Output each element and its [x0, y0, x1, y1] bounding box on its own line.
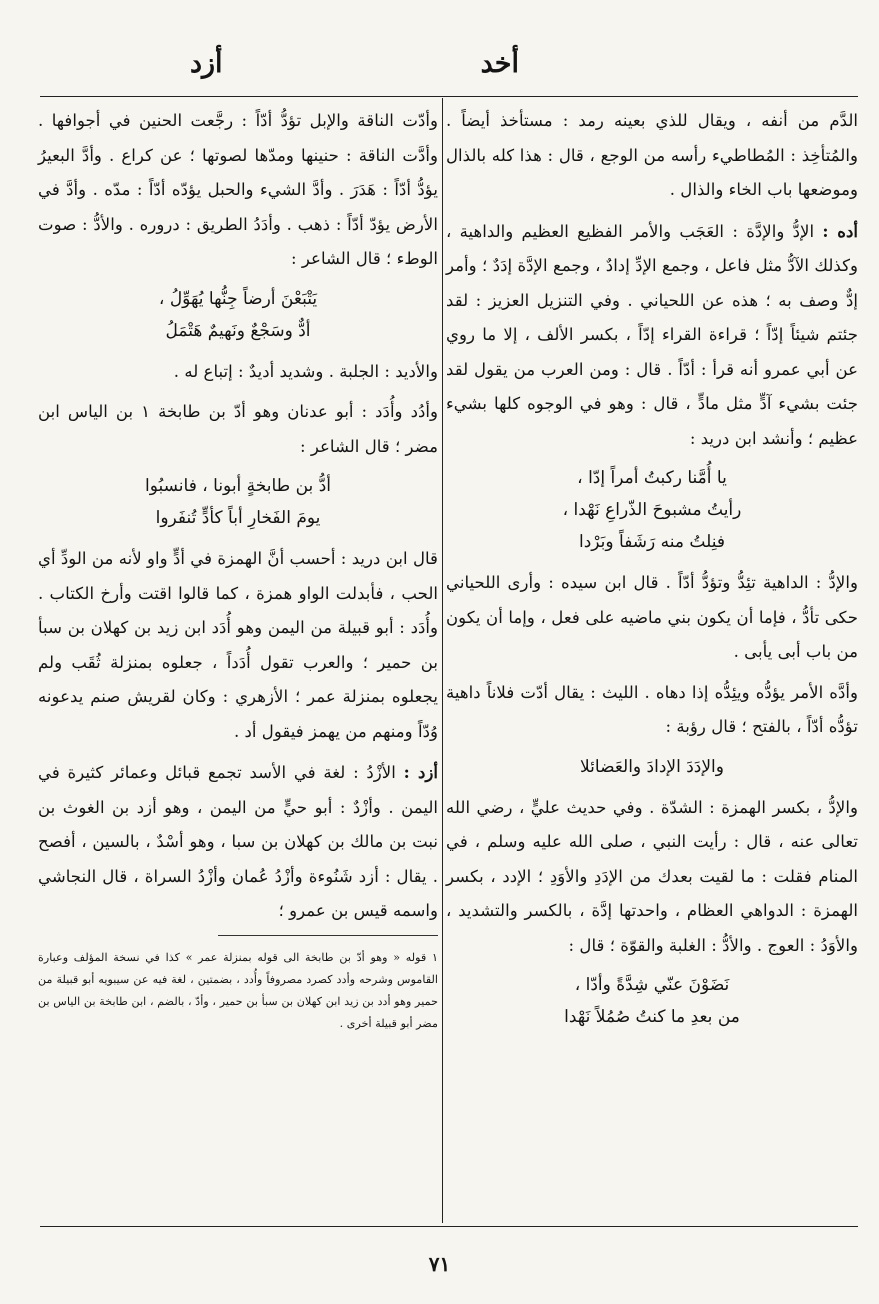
verse-line: من بعدِ ما كنتُ صُمُلاً نَهْدا	[564, 1007, 740, 1027]
entry-azd	[38, 755, 438, 929]
entry-text: الأزْدُ : لغة في الأسد تجمع قبائل وعمائر كثيرة في اليمن . وأزْدٌ : أبو حيٍّ من اليمن ، وهو أزد بن الغوث بن نبت بن مالك بن كهلان بن سبا ، وهو أسْدٌ ، بالسين ، أفصح . يقال : أزد شَنُوءة وأزْدُ عُمان وأزْدُ السراة ، قال النجاشي واسمه قيس بن عمرو ؛	[38, 763, 438, 920]
verse-line: نَضَوْنَ عنّي شِدَّةً وأدّا ،	[574, 975, 730, 995]
verse-block	[446, 462, 858, 558]
verse-line: رأيتُ مشبوحَ الذّراعِ نَهْدا ،	[562, 500, 742, 520]
verse-line: أدُّ بن طابخةٍ أبونا ، فانسبُوا	[145, 476, 331, 496]
verse-line: فنِلتُ منه رَشَفاً وبَرْدا	[579, 532, 725, 552]
right-column	[446, 104, 858, 1041]
verse-block	[446, 751, 858, 783]
paragraph: والإدُّ : الداهية تئِدُّ وتؤدُّ أدّاً . قال ابن سيده : وأرى اللحياني حكى تأدُّ ، فإما أن يكون بني ماضيه على فعل ، وإما أن يكون من باب أبى يأبى .	[446, 573, 858, 661]
header-left-word: أزد	[190, 48, 223, 79]
verse-line: يومَ الفَخارِ أباً كأدٍّ تُنفَروا	[155, 508, 321, 528]
page-header	[0, 48, 879, 88]
verse-block	[446, 969, 858, 1033]
entry-headword: أزد :	[403, 762, 438, 782]
verse-block	[38, 283, 438, 347]
footnote: ١ قوله « وهو أدّ بن طابخة الى قوله بمنزلة عمر » كذا في نسخة المؤلف وعبارة القاموس وشرحه وأدد كصرد مصروفاً وأُدد ، بضمتين ، لغة فيه عن سيبويه أبو قبيلة من حمير وهو أدد بن زيد ابن كهلان بن سبأ بن حمير ، وأدّ ، بالضم ، ابن طابخة بن الياس بن مضر أبو قبيلة أخرى .	[38, 950, 438, 1030]
verse-line: أدٌّ وسَجْعٌ ونَهيمٌ هَتْمَلُ	[165, 320, 311, 341]
entry-adda	[446, 214, 858, 457]
paragraph: وأدُد وأُدَد : أبو عدنان وهو أدّ بن طابخة ١ بن الياس ابن مضر ؛ قال الشاعر :	[38, 402, 438, 456]
paragraph: وأدَّه الأمر يؤدُّه ويئِدُّه إذا دهاه . الليث : يقال أدّت فلاناً داهية تؤدُّه أدّاً ، بالفتح ؛ قال رؤبة :	[446, 682, 858, 736]
verse-line: والإدَدَ الإدادَ والعَضائلا	[580, 756, 724, 777]
footnote-rule	[218, 935, 438, 936]
entry-text: الإدُّ والإدَّة : العَجَب والأمر الفظيع العظيم والداهية ، وكذلك الآدُّ مثل فاعل ، وجمع الإدِّ إدادٌ ، وجمع الإدَّة إدَدٌ ؛ وأمر إدٌّ وصف به ؛ هذه عن اللحياني . وفي التنزيل العزيز : لقد جئتم شيئاً إدّاً ؛ قراءة القراء إدّاً ، بكسر الألف ، إلا ما روي عن أبي عمرو أنه قرأ : أدّاً . قال : ومن العرب من يقول لقد جئت بشيء آدٍّ مثل مادٍّ ، قال : وهو في الوجوه كلها بشيء عظيم ؛ وأنشد ابن دريد :	[446, 221, 858, 448]
column-divider	[442, 98, 443, 1223]
paragraph: قال ابن دريد : أحسب أنَّ الهمزة في أدٍّ واو لأنه من الودِّ أي الحب ، فأبدلت الواو همزة ، كما قالوا اقتت وأرخ الكتاب . وأُدَد : أبو قبيلة من اليمن وهو أُدَد ابن زيد بن كهلان بن سبأ بن حمير ؛ والعرب تقول أُدَداً ، جعلوه بمنزلة ثُقَب ولم يجعلوه بمنزلة عمر ؛ الأزهري : وكان لقريش صنم يدعونه وُدّاً ومنهم من يهمز فيقول أد .	[38, 549, 438, 741]
paragraph: وأدّت الناقة والإبل تؤدُّ أدّاً : رجَّعت الحنين في أجوافها . وأدَّت الناقة : حنينها ومدّها لصوتها ؛ عن كراع . وأدَّ البعيرُ يؤدُّ أدّاً : هَدَرَ . وأدَّ الشيء والحبل يؤدّه أدّاً : مدّه . وأدَّ في الأرض يؤدّ أدّاً : ذهب . وأدَدُ الطريق : دروره . والأدُّ : صوت الوطء ؛ قال الشاعر :	[38, 111, 438, 268]
paragraph: والإدُّ ، بكسر الهمزة : الشدّة . وفي حديث عليٍّ ، رضي الله تعالى عنه ، قال : رأيت النبي ، صلى الله عليه وسلم ، في المنام فقلت : ما لقيت بعدك من الإدَدِ والأوَدِ ؛ الإدد ، بكسر الهمزة : الدواهي العظام ، واحدتها إدَّة ، بالكسر والتشديد ، والأوَدُ : العوج . والأدُّ : الغلبة والقوّة ؛ قال :	[446, 797, 858, 955]
verse-line: يا أُمَّنا ركبتُ أمراً إدّا ،	[577, 468, 727, 488]
header-right-word: أخد	[480, 48, 519, 79]
bottom-rule	[40, 1226, 858, 1227]
page-number: ٧١	[428, 1252, 451, 1276]
verse-line: يَتْبَعْنَ أرضاً جِنُّها يُهَوِّلُ ،	[158, 288, 318, 309]
verse-block	[38, 470, 438, 534]
left-column	[38, 104, 438, 1046]
paragraph: الدَّم من أنفه ، ويقال للذي بعينه رمد : مستأخذ أيضاً . والمُتأخِذ : المُطاطيء رأسه من الوجع ، قال : هذا كله بالذال وموضعها باب الخاء والذال .	[446, 111, 858, 199]
paragraph: والأديد : الجلبة . وشديد أديدٌ : إتباع له .	[173, 361, 438, 381]
top-rule	[40, 96, 858, 97]
entry-headword: أده :	[822, 220, 858, 241]
